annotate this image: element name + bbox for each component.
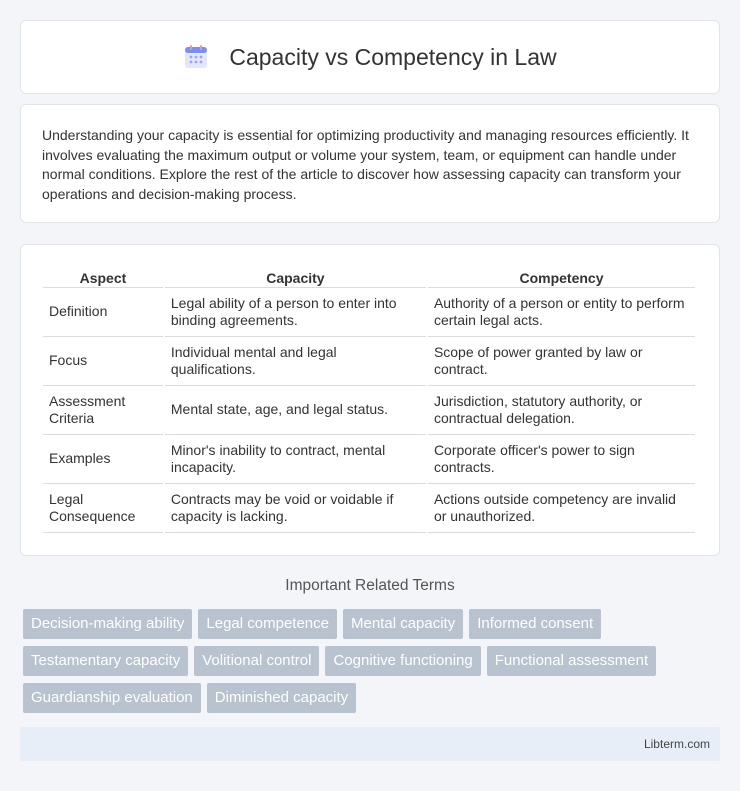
table-row — [43, 386, 695, 435]
table-cell: Legal Consequence — [43, 484, 163, 533]
table-row — [43, 288, 695, 337]
table-row — [43, 484, 695, 533]
table-cell: Jurisdiction, statutory authority, or contractual delegation. — [428, 386, 695, 435]
table-cell: Definition — [43, 288, 163, 337]
table-cell: Minor's inability to contract, mental incapacity. — [165, 435, 426, 484]
related-term-tag[interactable]: Legal competence — [198, 609, 337, 639]
header-card — [20, 20, 720, 94]
calendar-icon — [183, 44, 209, 70]
intro-card — [20, 104, 720, 223]
header — [21, 21, 719, 93]
table-cell: Actions outside competency are invalid or unauthorized. — [428, 484, 695, 533]
related-term-tag[interactable]: Cognitive functioning — [325, 646, 480, 676]
table-cell: Examples — [43, 435, 163, 484]
footer — [20, 727, 720, 761]
comparison-table — [41, 266, 697, 533]
related-term-tag[interactable]: Mental capacity — [343, 609, 463, 639]
related-term-tag[interactable]: Decision-making ability — [23, 609, 192, 639]
footer-brand-link[interactable]: Libterm.com — [643, 737, 710, 751]
table-cell: Mental state, age, and legal status. — [165, 386, 426, 435]
table-cell: Legal ability of a person to enter into binding agreements. — [165, 288, 426, 337]
related-term-tag[interactable]: Diminished capacity — [207, 683, 356, 713]
intro-text: Understanding your capacity is essential for optimizing productivity and managing resources efficiently. It involves evaluating the maximum output or volume your system, team, or equipment can handle under normal conditions. Explore the rest of the article to discover how assessing capacity can transform your operations and decision-making process. — [42, 127, 689, 202]
related-terms-title: Important Related Terms — [285, 577, 455, 594]
table-cell: Contracts may be void or voidable if capacity is lacking. — [165, 484, 426, 533]
table-cell: Focus — [43, 337, 163, 386]
comparison-table-card — [20, 244, 720, 556]
table-cell: Assessment Criteria — [43, 386, 163, 435]
page-title: Capacity vs Competency in Law — [229, 43, 557, 70]
table-row — [43, 435, 695, 484]
table-cell: Authority of a person or entity to perform certain legal acts. — [428, 288, 695, 337]
related-term-tag[interactable]: Guardianship evaluation — [23, 683, 201, 713]
table-cell: Individual mental and legal qualifications. — [165, 337, 426, 386]
table-header-row — [43, 266, 695, 288]
related-term-tag[interactable]: Informed consent — [469, 609, 601, 639]
related-term-tag[interactable]: Volitional control — [194, 646, 319, 676]
table-cell: Corporate officer's power to sign contracts. — [428, 435, 695, 484]
related-term-tag[interactable]: Testamentary capacity — [23, 646, 188, 676]
table-row — [43, 337, 695, 386]
table-cell: Scope of power granted by law or contract. — [428, 337, 695, 386]
related-terms-list — [23, 609, 723, 713]
column-header-aspect: Aspect — [43, 266, 163, 288]
related-term-tag[interactable]: Functional assessment — [487, 646, 656, 676]
column-header-capacity: Capacity — [165, 266, 426, 288]
column-header-competency: Competency — [428, 266, 695, 288]
